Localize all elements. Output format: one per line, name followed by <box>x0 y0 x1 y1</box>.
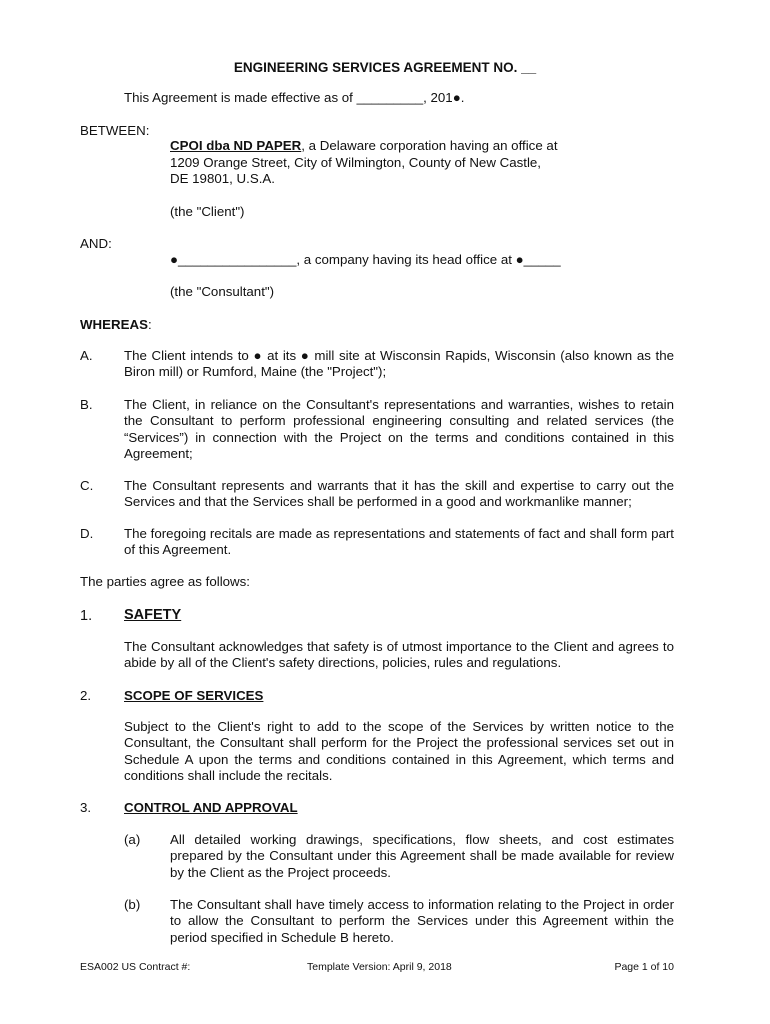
footer-page-number: Page 1 of 10 <box>614 961 674 973</box>
recital-text: The Client, in reliance on the Consultant's representations and warranties, wishes to retain the Consultant to perform professional engineering consulting and related services (the “Services”) in connection with the Project on the terms and conditions contained in this Agreement; <box>124 397 674 462</box>
client-line-1 <box>170 138 690 155</box>
agree-line: The parties agree as follows: <box>80 574 250 589</box>
client-block <box>170 138 690 188</box>
agreement-title: ENGINEERING SERVICES AGREEMENT NO. __ <box>233 60 537 75</box>
whereas-heading <box>80 317 152 332</box>
recital-letter: C. <box>80 478 94 493</box>
client-name: CPOI dba ND PAPER <box>170 138 302 153</box>
between-label: BETWEEN: <box>80 123 150 138</box>
subitem-label: (b) <box>124 897 141 912</box>
footer-contract: ESA002 US Contract #: <box>80 961 191 973</box>
effective-date-line: This Agreement is made effective as of _________, 201●. <box>124 90 465 105</box>
section-number: 2. <box>80 688 92 703</box>
recital-text: The foregoing recitals are made as representations and statements of fact and shall form part of this Agreement. <box>124 526 674 558</box>
whereas-label: WHEREAS <box>80 317 148 332</box>
section-number: 3. <box>80 800 92 815</box>
section-number: 1. <box>80 608 93 624</box>
section-heading-scope: SCOPE OF SERVICES <box>124 688 264 703</box>
subitem-text: The Consultant shall have timely access to information relating to the Project in order to allow the Consultant to perform the Services under this Agreement within the period specified in Schedule B hereto. <box>170 897 674 945</box>
and-label: AND: <box>80 236 112 251</box>
footer-template-version: Template Version: April 9, 2018 <box>307 961 452 973</box>
recital-text: The Consultant represents and warrants that it has the skill and expertise to carry out the Services and that the Services shall be performed in a good and workmanlike manner; <box>124 478 674 510</box>
client-tag: (the "Client") <box>170 204 245 219</box>
subitem-label: (a) <box>124 832 141 847</box>
client-line-3: DE 19801, U.S.A. <box>170 171 275 187</box>
recital-letter: B. <box>80 397 93 412</box>
consultant-tag: (the "Consultant") <box>170 284 275 299</box>
section-heading-control: CONTROL AND APPROVAL <box>124 800 298 815</box>
subitem-text: All detailed working drawings, specifications, flow sheets, and cost estimates prepared by the Consultant under this Agreement shall be made available for review by the Client as the Project proceeds. <box>170 832 674 880</box>
whereas-colon: : <box>147 317 152 332</box>
recital-letter: A. <box>80 348 93 363</box>
recital-text: The Client intends to ● at its ● mill site at Wisconsin Rapids, Wisconsin (also known as the Biron mill) or Rumford, Maine (the "Project"); <box>124 348 674 380</box>
section-heading-safety: SAFETY <box>124 607 182 623</box>
client-line-2: 1209 Orange Street, City of Wilmington, County of New Castle, <box>170 154 542 170</box>
client-line-1-rest: , a Delaware corporation having an office at <box>301 138 558 153</box>
section-text: Subject to the Client's right to add to the scope of the Services by written notice to the Consultant, the Consultant shall perform for the Project the professional services set out in Schedule A upon the terms and conditions contained in this Agreement, which terms and conditions shall include the recitals. <box>124 719 674 784</box>
consultant-line: ●________________, a company having its head office at ●_____ <box>170 252 561 267</box>
section-text: The Consultant acknowledges that safety is of utmost importance to the Client and agrees to abide by all of the Client's safety directions, policies, rules and regulations. <box>124 639 674 671</box>
recital-letter: D. <box>80 526 94 541</box>
